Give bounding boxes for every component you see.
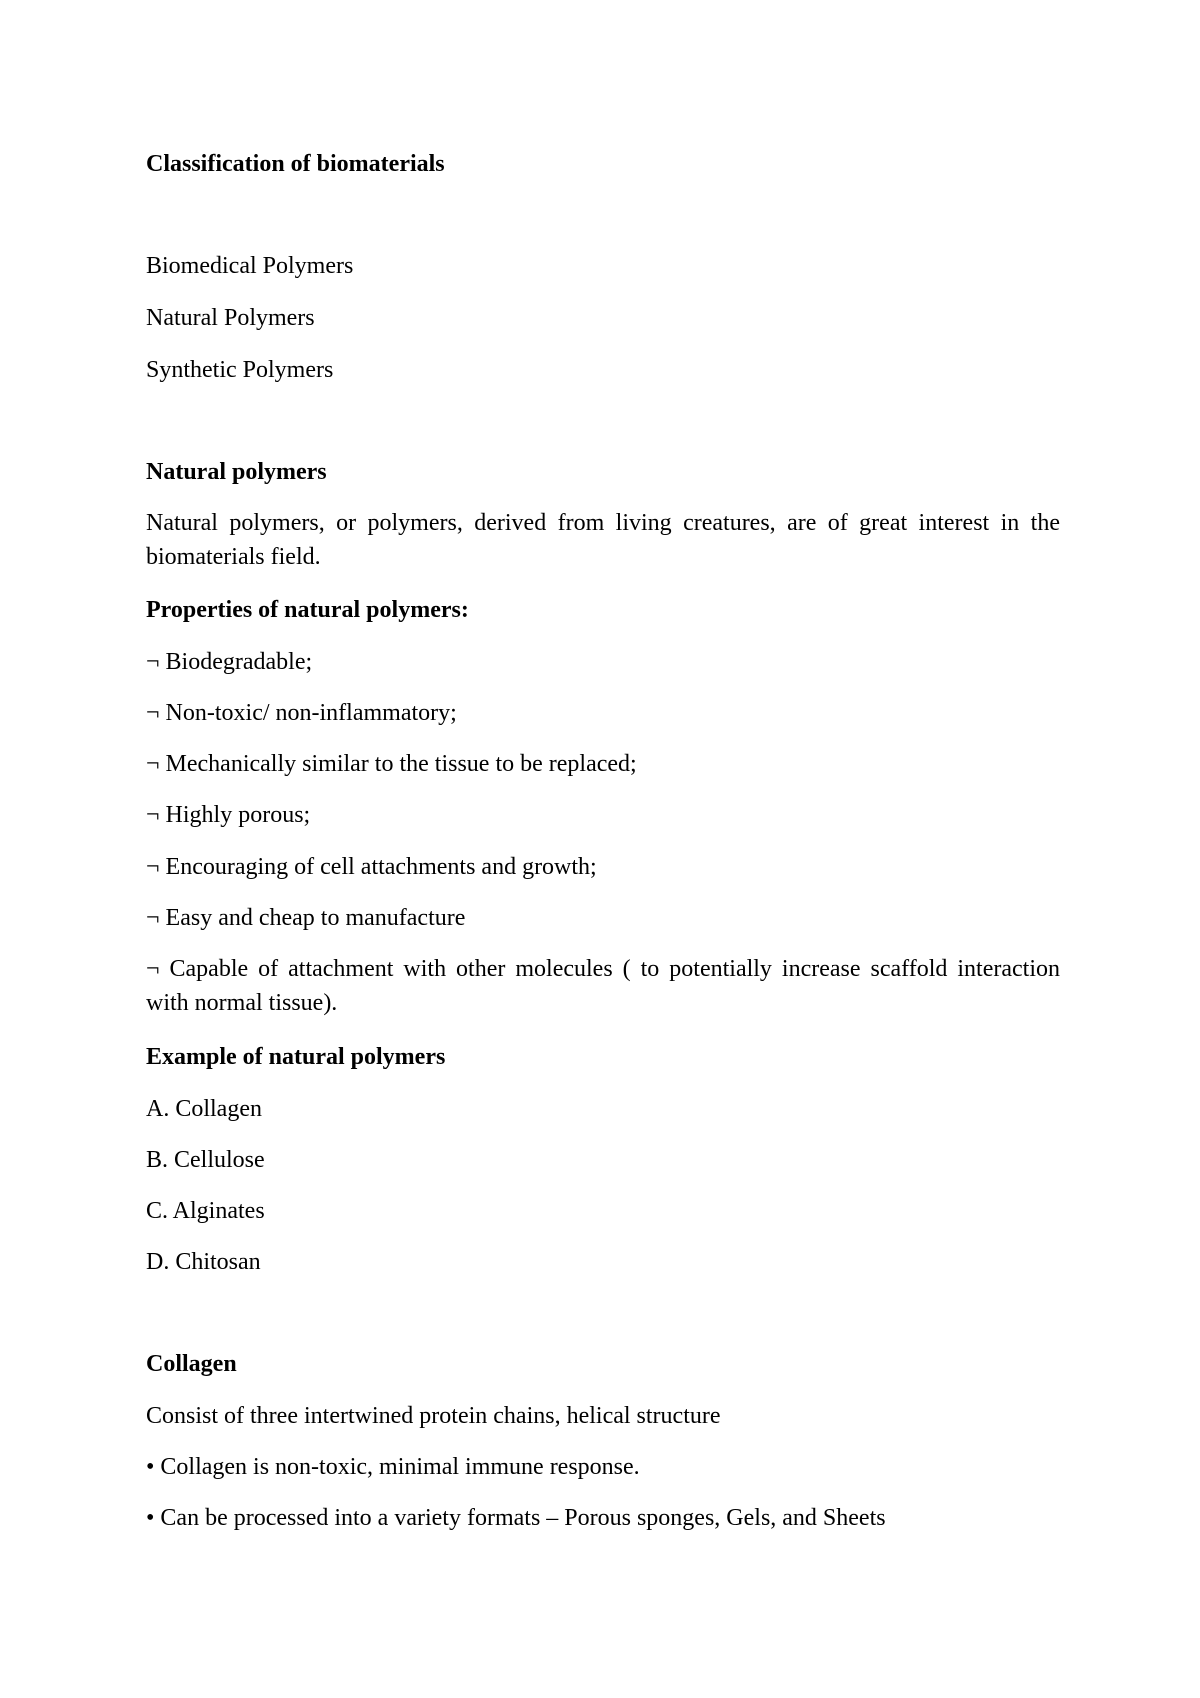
example-item: A. Collagen xyxy=(146,1096,262,1122)
property-item: ¬ Capable of attachment with other molecules ( to potentially increase scaffold interaction with normal tissue). xyxy=(146,956,1060,1016)
collagen-bullet: • Can be processed into a variety formats – Porous sponges, Gels, and Sheets xyxy=(146,1505,886,1531)
classification-item: Synthetic Polymers xyxy=(146,357,334,383)
natural-polymers-heading: Natural polymers xyxy=(146,459,327,485)
example-item: C. Alginates xyxy=(146,1198,265,1224)
property-item: ¬ Easy and cheap to manufacture xyxy=(146,905,466,931)
document-title: Classification of biomaterials xyxy=(146,151,445,177)
properties-heading: Properties of natural polymers: xyxy=(146,597,469,623)
classification-item: Natural Polymers xyxy=(146,305,315,331)
example-item: D. Chitosan xyxy=(146,1249,261,1275)
classification-item: Biomedical Polymers xyxy=(146,253,354,279)
property-item: ¬ Encouraging of cell attachments and growth; xyxy=(146,854,597,880)
property-item: ¬ Non-toxic/ non-inflammatory; xyxy=(146,700,457,726)
collagen-heading: Collagen xyxy=(146,1351,237,1377)
examples-heading: Example of natural polymers xyxy=(146,1044,446,1070)
example-item: B. Cellulose xyxy=(146,1147,265,1173)
collagen-bullet: • Collagen is non-toxic, minimal immune response. xyxy=(146,1454,640,1480)
collagen-description: Consist of three intertwined protein chains, helical structure xyxy=(146,1403,721,1429)
natural-polymers-intro: Natural polymers, or polymers, derived from living creatures, are of great interest in the biomaterials field. xyxy=(146,510,1060,570)
property-item: ¬ Highly porous; xyxy=(146,802,311,828)
property-item: ¬ Mechanically similar to the tissue to be replaced; xyxy=(146,751,637,777)
property-item: ¬ Biodegradable; xyxy=(146,649,313,675)
